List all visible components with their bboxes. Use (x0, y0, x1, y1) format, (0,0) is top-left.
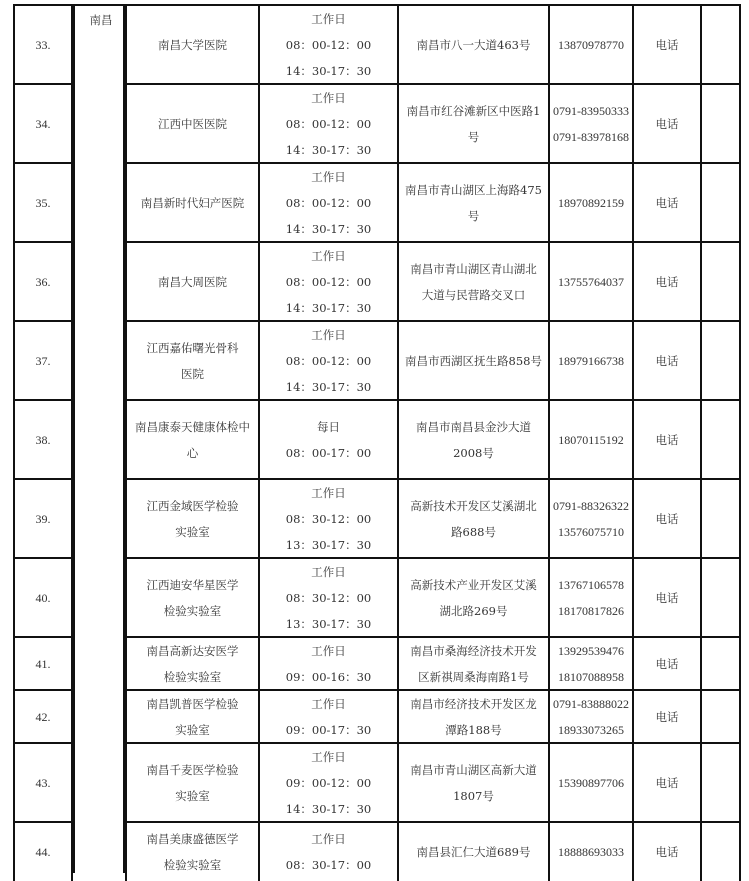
address-line: 高新技术开发区艾溪湖北 (410, 498, 537, 513)
remarks-cell (702, 823, 741, 881)
phone-numbers (550, 322, 634, 399)
contact-type (634, 6, 702, 83)
address-line: 南昌市八一大道463号 (416, 37, 531, 52)
contact-type (634, 243, 702, 320)
phone-numbers (550, 164, 634, 241)
institution-name-line: 南昌千麦医学检验 (146, 762, 239, 777)
service-hours-line: 工作日 (311, 11, 346, 26)
contact-type (634, 744, 702, 821)
address (399, 638, 550, 689)
institution-name-line: 南昌凯普医学检验 (146, 696, 239, 711)
service-hours-line: 08：30-17：00 (285, 858, 372, 872)
contact-type (634, 322, 702, 399)
merged-region-mask (75, 6, 123, 875)
service-hours-line: 工作日 (311, 643, 346, 658)
row-number (13, 823, 73, 881)
contact-type (634, 691, 702, 742)
row-number-text: 34. (35, 116, 51, 131)
service-hours-line: 14：30-17：30 (285, 300, 372, 315)
institution-name-line: 江西嘉佑曙光骨科 (146, 340, 239, 355)
service-hours-line: 13：30-17：30 (285, 616, 372, 631)
address-line: 南昌市西湖区抚生路858号 (405, 353, 542, 368)
address-line: 大道与民营路交叉口 (421, 287, 526, 302)
service-hours-line: 08：00-12：00 (285, 37, 372, 52)
service-hours (260, 164, 399, 241)
row-number (13, 401, 73, 478)
phone-numbers-line: 15390897706 (558, 775, 624, 790)
institution-name-line: 南昌大学医院 (158, 37, 227, 52)
address (399, 85, 550, 162)
contact-type-text: 电话 (655, 37, 679, 52)
contact-type (634, 85, 702, 162)
institution-name-line: 江西金域医学检验 (146, 498, 239, 513)
address-line: 南昌县汇仁大道689号 (416, 845, 531, 859)
service-hours-line: 08：00-12：00 (285, 353, 372, 368)
address-line: 路688号 (451, 524, 496, 539)
row-number (13, 744, 73, 821)
institution-name (125, 823, 260, 881)
contact-type (634, 638, 702, 689)
contact-type-text: 电话 (655, 353, 679, 368)
contact-type-text: 电话 (655, 590, 679, 605)
contact-type-text: 电话 (655, 709, 679, 724)
institution-name-line: 检验实验室 (163, 669, 222, 684)
phone-numbers (550, 6, 634, 83)
remarks-cell (702, 85, 741, 162)
row-number (13, 691, 73, 742)
contact-type (634, 559, 702, 636)
address-line: 南昌市青山湖区上海路475 (405, 182, 542, 197)
institution-name-line: 实验室 (175, 788, 210, 803)
contact-type-text: 电话 (655, 511, 679, 526)
address-line: 号 (467, 208, 480, 223)
service-hours (260, 6, 399, 83)
remarks-cell (702, 322, 741, 399)
row-number-text: 38. (35, 432, 51, 447)
contact-type-text: 电话 (655, 432, 679, 447)
row-number (13, 638, 73, 689)
address-line: 南昌市青山湖区高新大道 (410, 762, 537, 777)
institution-name-line: 南昌大周医院 (158, 274, 227, 289)
phone-numbers-line: 18888693033 (558, 845, 624, 859)
institution-name-line: 南昌美康盛德医学 (146, 832, 239, 846)
service-hours-line: 08：00-12：00 (285, 116, 372, 131)
phone-numbers-line: 18970892159 (558, 195, 624, 210)
region-label: 南昌 (89, 13, 113, 27)
address (399, 164, 550, 241)
institution-name-line: 南昌康泰天健康体检中 (135, 419, 250, 434)
institution-name-line: 心 (186, 445, 199, 460)
row-number (13, 480, 73, 557)
service-hours-line: 工作日 (311, 749, 346, 764)
service-hours-line: 工作日 (311, 169, 346, 184)
service-hours (260, 691, 399, 742)
institution-name-line: 医院 (181, 366, 204, 381)
service-hours (260, 638, 399, 689)
row-number (13, 322, 73, 399)
service-hours-line: 08：00-17：00 (285, 445, 372, 460)
remarks-cell (702, 691, 741, 742)
service-hours (260, 243, 399, 320)
service-hours-line: 工作日 (311, 564, 346, 579)
institution-name-line: 江西迪安华星医学 (146, 577, 239, 592)
institution-name-line: 实验室 (175, 722, 210, 737)
institution-name-line: 南昌高新达安医学 (146, 643, 239, 658)
row-number-text: 39. (35, 511, 51, 526)
address-line: 南昌市桑海经济技术开发 (410, 643, 537, 658)
service-hours-line: 08：00-12：00 (285, 195, 372, 210)
contact-type-text: 电话 (655, 775, 679, 790)
institution-name (125, 480, 260, 557)
institution-name (125, 638, 260, 689)
contact-type (634, 164, 702, 241)
remarks-cell (702, 480, 741, 557)
phone-numbers (550, 480, 634, 557)
service-hours-line: 14：30-17：30 (285, 63, 372, 78)
service-hours-line: 14：30-17：30 (285, 142, 372, 157)
row-number-text: 44. (35, 845, 51, 859)
phone-numbers (550, 401, 634, 478)
phone-numbers (550, 243, 634, 320)
service-hours-line: 13：30-17：30 (285, 537, 372, 552)
remarks-cell (702, 744, 741, 821)
address-line: 南昌市经济技术开发区龙 (410, 696, 537, 711)
row-number (13, 243, 73, 320)
address-line: 南昌市南昌县金沙大道 (416, 419, 531, 434)
address-line: 1807号 (453, 788, 494, 803)
institution-name-line: 南昌新时代妇产医院 (140, 195, 245, 210)
institution-name-line: 江西中医医院 (158, 116, 227, 131)
service-hours-line: 每日 (317, 419, 340, 434)
contact-type-text: 电话 (655, 656, 679, 671)
service-hours-line: 14：30-17：30 (285, 801, 372, 816)
row-number (13, 6, 73, 83)
phone-numbers-line: 18979166738 (558, 353, 624, 368)
address-line: 区新祺周桑海南路1号 (418, 669, 529, 684)
service-hours-line: 工作日 (311, 90, 346, 105)
service-hours-line: 14：30-17：30 (285, 221, 372, 236)
service-hours (260, 401, 399, 478)
institution-name-line: 检验实验室 (163, 858, 222, 872)
remarks-cell (702, 638, 741, 689)
address (399, 744, 550, 821)
service-hours (260, 322, 399, 399)
phone-numbers (550, 691, 634, 742)
service-hours-line: 工作日 (311, 248, 346, 263)
row-number-text: 35. (35, 195, 51, 210)
remarks-cell (702, 6, 741, 83)
phone-numbers-line: 18107088958 (558, 669, 624, 684)
row-number-text: 37. (35, 353, 51, 368)
phone-numbers (550, 638, 634, 689)
service-hours (260, 480, 399, 557)
address (399, 6, 550, 83)
contact-type-text: 电话 (655, 845, 679, 859)
phone-numbers (550, 85, 634, 162)
institution-name (125, 744, 260, 821)
service-hours-line: 14：30-17：30 (285, 379, 372, 394)
remarks-cell (702, 164, 741, 241)
institution-name (125, 6, 260, 83)
institution-name (125, 691, 260, 742)
phone-numbers-line: 18170817826 (558, 603, 624, 618)
institution-name-line: 检验实验室 (163, 603, 222, 618)
remarks-cell (702, 243, 741, 320)
contact-type (634, 401, 702, 478)
service-hours-line: 08：30-12：00 (285, 590, 372, 605)
contact-type-text: 电话 (655, 195, 679, 210)
service-hours-line: 09：00-12：00 (285, 775, 372, 790)
address-line: 南昌市红谷滩新区中医路1 (406, 103, 541, 118)
service-hours-line: 工作日 (311, 327, 346, 342)
address-line: 号 (467, 129, 480, 144)
service-hours (260, 559, 399, 636)
row-number (13, 559, 73, 636)
service-hours-line: 08：00-12：00 (285, 274, 372, 289)
address (399, 823, 550, 881)
service-hours-line: 工作日 (311, 696, 346, 711)
service-hours-line: 工作日 (311, 832, 346, 846)
contact-type (634, 823, 702, 881)
row-number-text: 40. (35, 590, 51, 605)
service-hours-line: 09：00-16：30 (285, 669, 372, 684)
remarks-cell (702, 559, 741, 636)
institution-name (125, 559, 260, 636)
address (399, 322, 550, 399)
row-number (13, 85, 73, 162)
contact-type-text: 电话 (655, 274, 679, 289)
address (399, 691, 550, 742)
institution-name (125, 243, 260, 320)
remarks-cell (702, 401, 741, 478)
service-hours-line: 09：00-17：30 (285, 722, 372, 737)
phone-numbers-line: 13576075710 (558, 524, 624, 539)
address-line: 高新技术产业开发区艾溪 (410, 577, 537, 592)
phone-numbers (550, 823, 634, 881)
contact-type (634, 480, 702, 557)
institution-name (125, 164, 260, 241)
row-number-text: 43. (35, 775, 51, 790)
address-line: 南昌市青山湖区青山湖北 (410, 261, 537, 276)
address (399, 559, 550, 636)
phone-numbers-line: 0791-83978168 (553, 129, 629, 144)
phone-numbers-line: 18070115192 (558, 432, 624, 447)
phone-numbers-line: 13870978770 (558, 37, 624, 52)
row-number (13, 164, 73, 241)
row-number-text: 36. (35, 274, 51, 289)
phone-numbers-line: 13767106578 (558, 577, 624, 592)
institution-name (125, 85, 260, 162)
service-hours (260, 823, 399, 881)
address (399, 480, 550, 557)
institution-name-line: 实验室 (175, 524, 210, 539)
phone-numbers-line: 0791-88326322 (553, 498, 629, 513)
address (399, 243, 550, 320)
phone-numbers-line: 13929539476 (558, 643, 624, 658)
address-line: 2008号 (453, 445, 494, 460)
address-line: 潭路188号 (445, 722, 502, 737)
contact-type-text: 电话 (655, 116, 679, 131)
row-number-text: 41. (35, 656, 51, 671)
row-number-text: 33. (35, 37, 51, 52)
service-hours-line: 工作日 (311, 485, 346, 500)
phone-numbers-line: 18933073265 (558, 722, 624, 737)
phone-numbers-line: 0791-83888022 (553, 696, 629, 711)
phone-numbers-line: 0791-83950333 (553, 103, 629, 118)
phone-numbers (550, 559, 634, 636)
service-hours (260, 85, 399, 162)
address-line: 湖北路269号 (439, 603, 508, 618)
institution-name (125, 401, 260, 478)
institution-name (125, 322, 260, 399)
phone-numbers-line: 13755764037 (558, 274, 624, 289)
service-hours-line: 08：30-12：00 (285, 511, 372, 526)
address (399, 401, 550, 478)
row-number-text: 42. (35, 709, 51, 724)
service-hours (260, 744, 399, 821)
phone-numbers (550, 744, 634, 821)
